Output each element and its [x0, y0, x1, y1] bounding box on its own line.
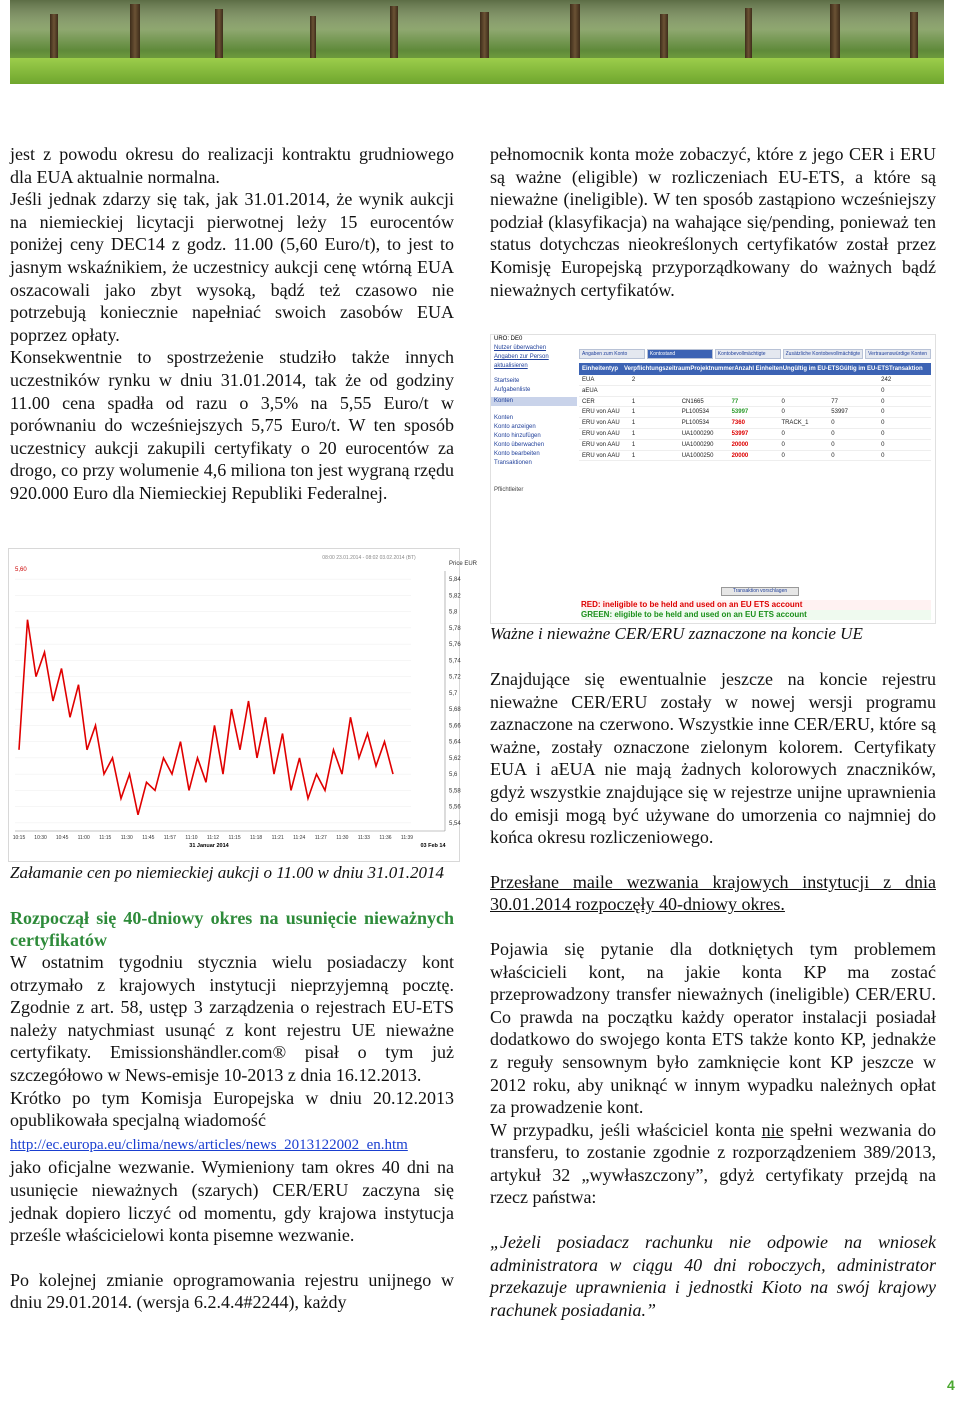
- paragraph: jako oficjalne wezwanie. Wymieniony tam okres 40 dni na usunięcie nieważnych (szarych) CER/ERU zaczyna się jednak dopiero liczyć od momentu, gdy krajowa instytucja prześle właścicielowi konta pisemne wezwanie.: [10, 1157, 454, 1246]
- table-cell: ERU von AAU: [582, 441, 620, 448]
- price-chart-svg: [9, 549, 478, 861]
- table-cell: [682, 386, 732, 396]
- table-cell: [781, 375, 831, 385]
- paragraph: Konsekwentnie to spostrzeżenie studziło także innych uczestników rynku w dniu 31.01.2014, tak że od godziny 11.00 cena spadła od razu o 3,5% na 5,55 Euro/t w porównaniu do wcześniejszych 5,75 Euro/t. W ten sposób uczestnicy aukcji zakupili certyfikaty o 20 eurocentów za drogo, co przy wolumenie 4,6 miliona ton jest wygraną rzędu 920.000 Euro dla Niemieckiej Republiki Federalnej.: [10, 347, 454, 503]
- date-label: 31 Januar 2014: [189, 843, 229, 849]
- legend-green: GREEN: eligible to be held and used on an EU ETS account: [581, 610, 931, 620]
- table-cell: 2: [631, 377, 636, 383]
- x-tick-label: 11:30: [336, 835, 349, 841]
- paragraph: pełnomocnik konta może zobaczyć, które z jego CER i ERU są ważne (eligible) w rozliczeniach EU-ETS, a które są nieważne (ineligible). W ten sposób zastąpiono wcześniejszy podział (klasyfikacja) na wahające się/pending, ponieważ ten status dotychczas nieokreślonych certyfikatów został przez Komisję Europejską przyporządkowany do ważnych bądź nieważnych certyfikatów.: [490, 144, 936, 300]
- date-label-right: 03 Feb 14: [420, 843, 446, 849]
- chart-header-text: 08:00 23.01.2014 - 08:02 03.02.2014 (BT): [322, 555, 416, 561]
- text-span: nie: [761, 1119, 784, 1140]
- chart-caption: Załamanie cen po niemieckiej aukcji o 11.00 w dniu 31.01.2014: [10, 863, 445, 882]
- table-cell: 0: [781, 398, 785, 405]
- left-column-top: [10, 143, 454, 505]
- sidebar-link[interactable]: Nutzer überwachen: [494, 345, 547, 351]
- registry-screenshot: [490, 334, 936, 624]
- table-cell: 1: [631, 452, 636, 459]
- holdings-table: [579, 363, 931, 593]
- registry-sidebar: [491, 335, 577, 623]
- table-body: [579, 375, 931, 461]
- y-tick-label: 5,66: [449, 723, 461, 730]
- y-tick-label: 5,62: [449, 755, 461, 762]
- table-cell: 0: [881, 452, 885, 459]
- table-row: [579, 418, 931, 429]
- table-cell: UA1000290: [681, 430, 714, 437]
- table-row: [579, 375, 931, 386]
- x-tick-label: 11:10: [185, 835, 198, 841]
- tab[interactable]: Vertrauenswürdige Konten: [865, 349, 931, 359]
- left-column-bottom: [10, 862, 454, 1314]
- sidebar-item[interactable]: Transaktionen: [494, 460, 532, 466]
- x-tick-label: 11:12: [206, 835, 220, 841]
- table-cell: [732, 386, 782, 396]
- y-tick-label: 5,7: [449, 690, 458, 697]
- table-row: [579, 407, 931, 418]
- table-cell: 0: [831, 430, 835, 437]
- propose-transaction-button[interactable]: Transaktion vorschlagen: [721, 587, 799, 596]
- table-row: [579, 397, 931, 408]
- paragraph: W ostatnim tygodniu stycznia wielu posiadaczy kont otrzymało z krajowych instytucji nieprzyjemną pocztę. Zgodnie z art. 58, ustęp 3 zarządzenia o rejestrach EU-ETS należy natychmiast usunąć z kont rejestru UE nieważne certyfikaty. Emissionshändler.com® pisał o tym już szczegółowo w News-emisje 10-2013 z dnia 16.12.2013.: [10, 952, 454, 1085]
- table-cell: 0: [831, 441, 835, 448]
- paragraph: Przesłane maile wezwania krajowych instytucji z dnia 30.01.2014 rozpoczęły 40-dniowy okres.: [490, 871, 936, 915]
- y-tick-label: 5,72: [449, 674, 461, 681]
- y-tick-label: 5,8: [449, 609, 458, 616]
- x-tick-label: 11:30: [120, 835, 133, 841]
- paragraph: [490, 1119, 936, 1209]
- table-cell: [732, 375, 782, 385]
- column-header: Projektnummer: [690, 366, 735, 372]
- legend-red: RED: ineligible to be held and used on an EU ETS account: [581, 600, 931, 610]
- table-cell: 53997: [731, 409, 749, 416]
- sidebar-item[interactable]: Konten: [494, 415, 514, 421]
- tab[interactable]: Angaben zum Konto: [579, 349, 645, 359]
- page-number: 4: [947, 1377, 955, 1393]
- sidebar-item[interactable]: Konto hinzufügen: [494, 433, 541, 439]
- table-cell: 0: [831, 420, 835, 427]
- sidebar-link[interactable]: Angaben zur Person: [494, 354, 549, 360]
- paragraph: jest z powodu okresu do realizacji kontraktu grudniowego dla EUA aktualnie normalna.: [10, 144, 454, 187]
- table-cell: [781, 386, 831, 396]
- table-cell: ERU von AAU: [582, 452, 620, 459]
- x-tick-label: 11:21: [271, 835, 284, 841]
- tab-kontostand[interactable]: Kontostand: [647, 349, 713, 359]
- x-tick-label: 11:33: [357, 835, 370, 841]
- table-cell: 0: [781, 452, 785, 459]
- table-cell: 0: [881, 430, 885, 437]
- table-cell: 0: [881, 387, 885, 394]
- table-cell: 0: [881, 398, 885, 405]
- column-header: Anzahl Einheiten: [734, 366, 783, 372]
- x-tick-label: 11:45: [142, 835, 155, 841]
- sidebar-item[interactable]: Konto überwachen: [494, 442, 545, 448]
- x-tick-label: 11:39: [400, 835, 414, 841]
- table-cell: UA1000250: [681, 452, 714, 459]
- right-column-bottom: [490, 623, 936, 1321]
- sidebar-item[interactable]: Startseite: [494, 378, 520, 384]
- x-tick-label: 11:18: [250, 835, 263, 841]
- table-cell: PL100534: [681, 420, 710, 427]
- right-column-top: [490, 143, 936, 301]
- table-row: [579, 386, 931, 397]
- sidebar-item: Pflichtleiter: [494, 487, 524, 493]
- eligibility-legend: [581, 600, 931, 620]
- regulation-quote: „Jeżeli posiadacz rachunku nie odpowie na wniosek administratora w ciągu 40 dni roboczych, administrator przekazuje uprawnienia i jednostki Kioto na swój krajowy rachunek posiadania.”: [490, 1232, 936, 1320]
- x-tick-label: 11:15: [99, 835, 112, 841]
- table-cell: aEUA: [582, 387, 598, 394]
- table-cell: 0: [781, 441, 785, 448]
- x-tick-label: 10:45: [55, 835, 69, 841]
- table-cell: 77: [731, 398, 739, 405]
- x-tick-label: 11:57: [163, 835, 176, 841]
- forest-banner-image: [10, 0, 944, 84]
- y-tick-label: 5,74: [449, 658, 461, 665]
- table-cell: [831, 375, 881, 385]
- table-cell: 0: [781, 430, 785, 437]
- section-heading: Rozpoczął się 40-dniowy okres na usunięcie nieważnych certyfikatów: [10, 908, 454, 950]
- table-cell: [632, 386, 682, 396]
- y-tick-label: 5,6: [449, 772, 458, 779]
- registry-tabs: [579, 349, 931, 359]
- table-cell: 1: [631, 441, 636, 448]
- price-chart: [8, 548, 478, 862]
- x-tick-label: 10:15: [12, 835, 26, 841]
- table-row: [579, 440, 931, 451]
- table-cell: CN1665: [681, 398, 704, 405]
- column-header: Transaktion: [889, 366, 923, 372]
- eu-news-link[interactable]: http://ec.europa.eu/clima/news/articles/news_2013122002_en.htm: [10, 1136, 408, 1153]
- table-cell: 1: [631, 430, 636, 437]
- y-tick-label: 5,58: [449, 788, 461, 795]
- y-tick-label: 5,82: [449, 593, 461, 600]
- table-cell: PL100534: [681, 409, 710, 416]
- table-cell: 77: [831, 398, 838, 405]
- table-cell: 0: [781, 409, 785, 416]
- table-row: [579, 429, 931, 440]
- sidebar-item[interactable]: Konto bearbeiten: [494, 451, 540, 457]
- paragraph: Krótko po tym Komisja Europejska w dniu 20.12.2013 opublikowała specjalną wiadomość: [10, 1087, 454, 1131]
- table-cell: 0: [831, 452, 835, 459]
- y-tick-label: 5,76: [449, 642, 461, 649]
- canopy-shade: [10, 0, 944, 30]
- user-label: URO: DE0: [494, 336, 523, 342]
- y-tick-label: 5,54: [449, 820, 461, 827]
- paragraph: Znajdujące się ewentualnie jeszcze na koncie rejestru nieważne CER/ERU zostały w nowej wersji programu zaznaczone na czerwono. Wszystkie inne CER/ERU, które są ważne, zostały oznaczone zielonym kolorem. Certyfikaty EUA i aEUA nie mają żadnych kolorowych znaczników, gdyż wszystkie znajdujące się w rejestrze unijne uprawnienia do emisji mogą być używane do umorzenia co najmniej do końca okresu rozliczeniowego.: [490, 669, 936, 848]
- table-cell: [831, 386, 881, 396]
- screenshot-caption: Ważne i nieważne CER/ERU zaznaczone na koncie UE: [490, 624, 863, 643]
- sidebar-item-konten[interactable]: Konten: [491, 397, 577, 406]
- x-tick-label: 11:24: [293, 835, 306, 841]
- table-cell: CER: [582, 398, 595, 405]
- y-tick-label: 5,78: [449, 625, 461, 632]
- x-tick-label: 11:15: [228, 835, 241, 841]
- paragraph: Po kolejnej zmianie oprogramowania rejestru unijnego w dniu 29.01.2014. (wersja 6.2.4.4#2244), każdy: [10, 1269, 454, 1313]
- table-cell: 20000: [731, 452, 749, 459]
- table-cell: TRACK_1: [781, 420, 809, 427]
- table-cell: 53997: [831, 409, 848, 416]
- y-tick-label: 5,64: [449, 739, 461, 746]
- table-cell: 20000: [731, 441, 749, 448]
- tab[interactable]: Zusätzliche Kontobevollmächtigte: [783, 349, 864, 359]
- table-cell: EUA: [582, 377, 595, 383]
- tab[interactable]: Kontobevollmächtigte: [715, 349, 781, 359]
- table-cell: 0: [881, 409, 885, 416]
- x-tick-label: 11:36: [379, 835, 392, 841]
- y-tick-label: 5,56: [449, 804, 461, 811]
- grass-strip: [10, 58, 944, 84]
- sidebar-item[interactable]: Konto anzeigen: [494, 424, 536, 430]
- sidebar-item[interactable]: Aufgabenliste: [494, 387, 531, 393]
- paragraph: Pojawia się pytanie dla dotkniętych tym problemem właścicieli kont, na jakie konta KP ma zostać przeprowadzony transfer nieważnych (ineligible) CER/ERU. Co prawda na początku każdy operator instalacji posiadał dodatkowo do swojego konta ETS także konto KP, jednakże z reguły sensownym było zamknięcie kont KP jeszcze w 2012 roku, aby uniknąć w innym wypadku należnych opłat za prowadzenie kont.: [490, 938, 936, 1118]
- table-cell: 1: [631, 398, 636, 405]
- x-tick-label: 11:00: [77, 835, 90, 841]
- x-tick-label: 10:30: [34, 835, 47, 841]
- table-cell: ERU von AAU: [582, 430, 620, 437]
- x-tick-label: 11:27: [314, 835, 327, 841]
- y-axis-label: Price EUR: [449, 561, 478, 567]
- paragraph: Jeśli jednak zdarzy się tak, jak 31.01.2014, że wynik aukcji na niemieckiej licytacji pierwotnej leży 15 eurocentów poniżej ceny DEC14 z godz. 11.00 (5,60 Euro/t), to jest to jasnym wskaźnikiem, że uczestnicy aukcji cenę wtórną EUA oszacowali jako zbyt wysoką, bądź też czasowo nie potrzebują koniecznie napełniać swoich zasobów EUA poprzez opłaty.: [10, 189, 454, 345]
- table-cell: UA1000290: [681, 441, 714, 448]
- price-label: 5,60: [15, 567, 27, 573]
- y-tick-label: 5,68: [449, 707, 461, 714]
- y-tick-label: 5,84: [449, 577, 461, 584]
- table-cell: 242: [881, 377, 892, 383]
- table-header: [579, 363, 931, 375]
- table-cell: 0: [881, 441, 885, 448]
- text-span: spełni wezwania do transferu, to zostanie zgodnie z rozporządzeniem 389/2013, artykuł 32 „wywłaszczony”, gdyż certyfikaty przejdą na rzecz państwa:: [490, 1119, 936, 1208]
- table-cell: 1: [631, 420, 636, 427]
- column-header: Verpflichtungszeitraum: [623, 366, 691, 372]
- table-cell: 7360: [731, 420, 745, 427]
- table-row: [579, 451, 931, 462]
- table-cell: 0: [881, 420, 885, 427]
- column-header: Ungültig im EU-ETS: [782, 366, 840, 372]
- column-header: Einheitentyp: [582, 366, 619, 372]
- column-header: Gültig im EU-ETS: [839, 366, 890, 372]
- table-cell: [682, 375, 732, 385]
- table-cell: 1: [631, 409, 636, 416]
- table-cell: 53997: [731, 430, 749, 437]
- text-span: W przypadku, jeśli właściciel konta: [490, 1119, 762, 1140]
- table-cell: ERU von AAU: [582, 409, 620, 416]
- sidebar-link[interactable]: aktualisieren: [494, 363, 528, 369]
- price-series-line: [19, 620, 393, 815]
- table-cell: ERU von AAU: [582, 420, 620, 427]
